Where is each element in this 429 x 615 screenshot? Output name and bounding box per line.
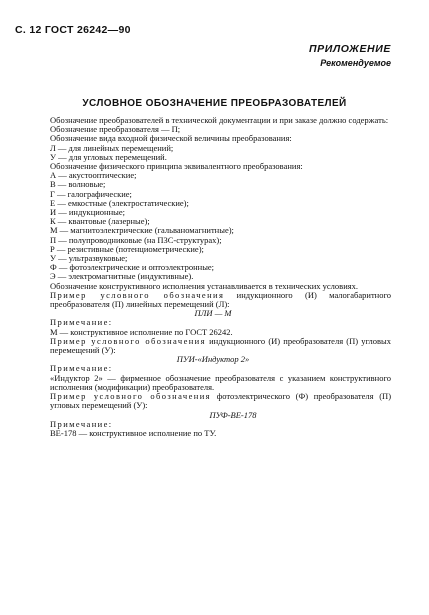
principle-heading: Обозначение физического принципа эквивалентного преобразования: <box>50 161 303 172</box>
intro-paragraph: Обозначение преобразователей в технической документации и при заказе должно содержать: <box>50 115 389 125</box>
principle-item: М — магнитоэлектрические (гальваномагнитные); <box>50 225 234 236</box>
principle-item: Э — электромагнитные (индуктивные). <box>50 271 194 282</box>
example-3-code: ПУФ-ВЕ-178 <box>209 409 257 420</box>
principle-item: Е — емкостные (электростатические); <box>50 197 189 208</box>
example-2 <box>35 337 391 355</box>
section-title: УСЛОВНОЕ ОБОЗНАЧЕНИЕ ПРЕОБРАЗОВАТЕЛЕЙ <box>82 98 347 109</box>
principle-item: А — акустооптические; <box>50 170 137 181</box>
example-3 <box>35 392 391 410</box>
appendix-title: ПРИЛОЖЕНИЕ <box>309 43 391 55</box>
principle-item: У — ультразвуковые; <box>50 253 128 264</box>
principle-item: И — индукционные; <box>50 207 125 218</box>
principle-item: Г — галографические; <box>50 188 132 199</box>
example-1 <box>35 291 391 309</box>
principle-item: Р — резистивные (потенциометрические); <box>50 243 204 254</box>
example-text: индукционного (И) малогабаритного преобразователя (П) линейных перемещений (Л): <box>50 289 391 310</box>
page-header: С. 12 ГОСТ 26242—90 <box>15 24 131 36</box>
converter-designation: Обозначение преобразователя — П; <box>50 124 181 135</box>
principle-item: П — полупроводниковые (на ПЗС-структурах); <box>50 234 222 245</box>
example-text: индукционного (И) преобразователя (П) угловых перемещений (У): <box>50 335 392 356</box>
note-2-text: «Индуктор 2» — фирменное обозначение преобразователя с указанием конструктивного исполнения (модификации) преобразователя. <box>50 372 391 392</box>
example-label: Пример условного обозначения <box>50 391 211 402</box>
principle-item: Ф — фотоэлектрические и оптоэлектронные; <box>50 262 215 273</box>
input-quantity-heading: Обозначение вида входной физической величины преобразования: <box>50 133 292 144</box>
principle-item: В — волновые; <box>50 179 106 190</box>
example-text: фотоэлектрического (Ф) преобразователя (П) угловых перемещений (У): <box>50 391 392 411</box>
appendix-subtitle: Рекомендуемое <box>320 58 391 68</box>
example-label: Пример условного обозначения <box>50 289 225 300</box>
input-quantity-item: Л — для линейных перемещений; <box>50 142 174 153</box>
note-1-label: Примечание: <box>50 317 113 328</box>
example-2-code: ПУИ-«Индуктор 2» <box>176 354 250 365</box>
design-note: Обозначение конструктивного исполнения устанавливается в технических условиях. <box>50 280 359 291</box>
principle-item: К — квантовые (лазерные); <box>50 216 150 227</box>
note-3-label: Примечание: <box>50 418 113 429</box>
appendix-label <box>309 43 391 68</box>
example-label: Пример условного обозначения <box>50 335 206 346</box>
document-body <box>35 116 391 438</box>
note-3-text: ВЕ-178 — конструктивное исполнение по ТУ. <box>50 427 217 438</box>
note-2-label: Примечание: <box>50 363 113 374</box>
note-1-text: М — конструктивное исполнение по ГОСТ 26242. <box>50 326 233 337</box>
example-1-code: ПЛИ — М <box>194 308 232 319</box>
input-quantity-item: У — для угловых перемещений. <box>50 151 167 162</box>
